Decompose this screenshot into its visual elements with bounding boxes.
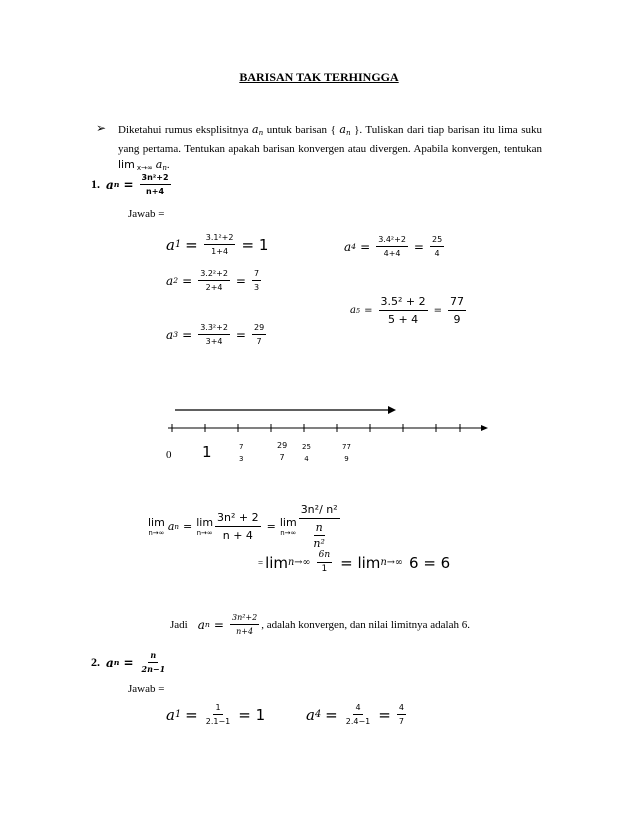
lim-3 <box>280 517 297 537</box>
lim-3-under: n→∞ <box>280 528 297 537</box>
line2-f-num: 6n <box>317 550 333 563</box>
intro-an-sub-2: n <box>345 128 351 138</box>
p2-a4-den: 2.4−1 <box>345 717 371 726</box>
lim-an: a <box>167 520 175 533</box>
a5-name: a <box>350 305 356 316</box>
p2-a1-sub: 1 <box>174 709 182 720</box>
a2-sub: 2 <box>173 276 179 285</box>
p2-a1-result: = 1 <box>238 705 266 724</box>
nl-label-25-4: 25 4 <box>302 443 311 463</box>
a5-num: 3.5² + 2 <box>379 294 428 311</box>
p2-a4-res-den: 7 <box>398 717 404 726</box>
a5-res-num: 77 <box>448 294 466 311</box>
problem1-formula <box>91 172 173 197</box>
p2-a4-fraction <box>344 702 373 727</box>
problem1-num: 3n²+2 <box>140 172 171 185</box>
problem2-lhs-sub: n <box>113 658 120 667</box>
problem1-eq: = <box>123 177 134 192</box>
term-a2: a 2 = $\frac{\text{3.2²+2}}{2+4}$ = $\frac{7}{3}$ <box>166 269 260 292</box>
page-title: BARISAN TAK TERHINGGA <box>239 70 399 84</box>
intro-an-sub: n <box>258 128 264 138</box>
p2-a1-name: a <box>166 705 175 724</box>
a5-sub: 5 <box>355 306 361 315</box>
lim-fraction-2 <box>299 502 340 551</box>
lim-f2-den <box>311 519 327 551</box>
a3-res-num: 29 <box>252 322 266 335</box>
a2-fraction <box>198 268 230 293</box>
a4-res-num: 25 <box>430 234 444 247</box>
a1-result: = 1 <box>241 235 269 254</box>
term-a4: a 4 = $\frac{\text{3.4²+2}}{4+4}$ = $\frac{25}{4}$ <box>344 235 443 258</box>
conclusion-num: 3n²+2 <box>230 612 259 625</box>
problem2-lhs: a <box>106 655 114 670</box>
intro-text-mid1: untuk barisan { <box>263 124 340 136</box>
number-line <box>160 400 500 440</box>
a2-den: 2+4 <box>205 283 223 292</box>
arrow-head-icon <box>388 406 396 414</box>
lim-f1-num: 3n² + 2 <box>215 510 261 527</box>
line2-lim: lim <box>265 553 289 572</box>
lim-2 <box>196 517 213 537</box>
problem1-jawab: Jawab = <box>128 208 165 220</box>
problem1-den: n+4 <box>146 187 165 196</box>
a5-result <box>448 294 466 327</box>
term-a3: a 3 = $\frac{\text{3.3²+2}}{3+4}$ = $\frac{29}{7}$ <box>166 323 265 346</box>
a4-name: a <box>344 239 352 254</box>
p2-a1-num: 1 <box>213 702 222 715</box>
a2-num: 3.2²+2 <box>198 268 230 281</box>
a4-den: 4+4 <box>383 249 401 258</box>
lim-2-word: lim <box>196 515 214 529</box>
nl-label-7-3: 7 3 <box>239 443 244 463</box>
nl-label-1: 1 <box>202 443 212 461</box>
nl-label-77-9: 77 9 <box>342 443 351 463</box>
a4-num: 3.4²+2 <box>376 234 408 247</box>
a4-result <box>430 234 444 259</box>
intro-an-2: a <box>339 123 346 136</box>
a2-result <box>252 268 261 293</box>
line2-f-den: 1 <box>321 564 328 574</box>
a5-fraction <box>379 294 428 327</box>
a5-den: 5 + 4 <box>387 313 419 326</box>
a1-sub: 1 <box>174 239 182 250</box>
a3-sub: 3 <box>173 330 179 339</box>
p2-a4-sub: 4 <box>314 709 322 720</box>
a3-num: 3.3²+2 <box>198 322 230 335</box>
lim-f2-den-num: n <box>315 521 323 534</box>
line2-end: = lim <box>340 553 381 572</box>
lim-3-word: lim <box>279 515 297 529</box>
intro-paragraph <box>118 122 542 176</box>
a4-res-den: 4 <box>434 249 440 258</box>
lim-f1-den: n + 4 <box>222 529 253 542</box>
a1-num: 3.1²+2 <box>204 232 236 245</box>
a3-result <box>252 322 266 347</box>
conclusion-an-sub: n <box>204 620 210 629</box>
intro-an-3: a <box>155 158 163 172</box>
a1-name: a <box>166 235 175 254</box>
a4-fraction <box>376 234 408 259</box>
problem2-jawab: Jawab = <box>128 683 165 695</box>
a4-sub: 4 <box>351 242 357 251</box>
p2-term-a4: a 4 = $\frac{4}{2.4-1}$ = $\frac{4}{7}$ <box>306 703 404 726</box>
nl-label-0: 0 <box>166 449 172 461</box>
line2-prefix: = <box>258 557 264 568</box>
conclusion-prefix: Jadi <box>170 618 188 631</box>
p2-a4-name: a <box>306 705 315 724</box>
a3-res-den: 7 <box>256 337 262 346</box>
lim-2-under: n→∞ <box>196 528 213 537</box>
intro-text-before: Diketahui rumus eksplisitnya <box>118 124 252 136</box>
problem1-lhs: a <box>106 177 114 192</box>
a2-res-den: 3 <box>253 283 260 292</box>
nl-label-29-7: 29 7 <box>277 441 288 462</box>
a5-res-den: 9 <box>453 313 461 326</box>
a3-name: a <box>166 327 174 342</box>
term-a5: a 5 = $\frac{\text{3.5² + 2}}{5 + 4}$ = $\frac{77}{9}$ <box>350 295 465 326</box>
problem2-formula: 2. a n = $\frac{n}{2n-1}$ <box>91 650 166 674</box>
conclusion-fraction <box>230 612 259 637</box>
line2-result: 6 = 6 <box>409 553 451 572</box>
limit-line-2 <box>258 550 450 575</box>
problem2-fraction <box>140 650 168 675</box>
problem2-den: 2n−1 <box>141 664 166 674</box>
a2-res-num: 7 <box>252 268 261 281</box>
conclusion-suffix: , adalah konvergen, dan nilai limitnya adalah 6. <box>261 618 470 631</box>
axis-arrow-icon <box>481 425 488 431</box>
intro-lim-word: lim <box>118 158 135 172</box>
lim-f2-den-den: n² <box>313 537 325 550</box>
p2-term-a1: a 1 = $\frac{1}{2.1-1}$ = 1 <box>166 703 266 726</box>
conclusion-an: a <box>197 617 205 632</box>
intro-an-sub-3: n <box>162 163 167 173</box>
term-a1: a 1 = $\frac{\text{3.1²+2}}{1+4}$ = 1 <box>166 233 269 256</box>
line2-lim-sub: n→∞ <box>288 557 311 568</box>
intro-text-mid2: }. Tuliskan dari tiap barisan itu lima suku yang pertama. Tentukan apakah barisan konvergen atau divergen. Apabila konvergen, tentukan <box>118 124 542 156</box>
a3-den: 3+4 <box>205 337 223 346</box>
lim-an-sub: n <box>174 522 179 531</box>
a3-fraction <box>198 322 230 347</box>
bullet-icon: ➢ <box>96 121 107 135</box>
p2-a4-res-num: 4 <box>397 702 406 715</box>
line2-fraction <box>317 550 333 575</box>
lim-1-word: lim <box>148 515 165 529</box>
problem1-lhs-sub: n <box>113 180 120 189</box>
p2-a4-result <box>397 702 406 727</box>
p2-a1-den: 2.1−1 <box>205 717 231 726</box>
a1-den: 1+4 <box>211 247 229 256</box>
p2-a1-fraction <box>204 702 233 727</box>
lim-fraction-1 <box>215 510 261 543</box>
p2-a4-num: 4 <box>353 702 362 715</box>
intro-an: a <box>252 123 259 136</box>
limit-line-1: lim n→∞ a n = lim n→∞ $\frac{\text{3n² + 2}}{n + 4}$ = lim n→∞ $\frac{\text{3n²/ n²}}{\frac{n}{\text{n²}}}$ <box>148 503 338 550</box>
conclusion: Jadi a n = $\frac{\text{3n²+2}}{n+4}$ , adalah konvergen, dan nilai limitnya adalah 6. <box>170 613 470 636</box>
problem2-num: n <box>148 650 158 663</box>
conclusion-den: n+4 <box>236 627 254 636</box>
a1-fraction <box>204 232 236 257</box>
line2-end-sub: n→∞ <box>380 557 404 568</box>
intro-text-end: . <box>166 159 170 172</box>
lim-f2-num: 3n²/ n² <box>299 502 340 519</box>
lim-1 <box>148 517 165 537</box>
problem1-number: 1. <box>91 177 100 191</box>
problem1-fraction <box>140 172 171 197</box>
intro-lim-sub: x→∞ <box>136 163 153 173</box>
lim-1-under: n→∞ <box>148 528 165 537</box>
a2-name: a <box>166 273 174 288</box>
problem2-number: 2. <box>91 655 100 669</box>
